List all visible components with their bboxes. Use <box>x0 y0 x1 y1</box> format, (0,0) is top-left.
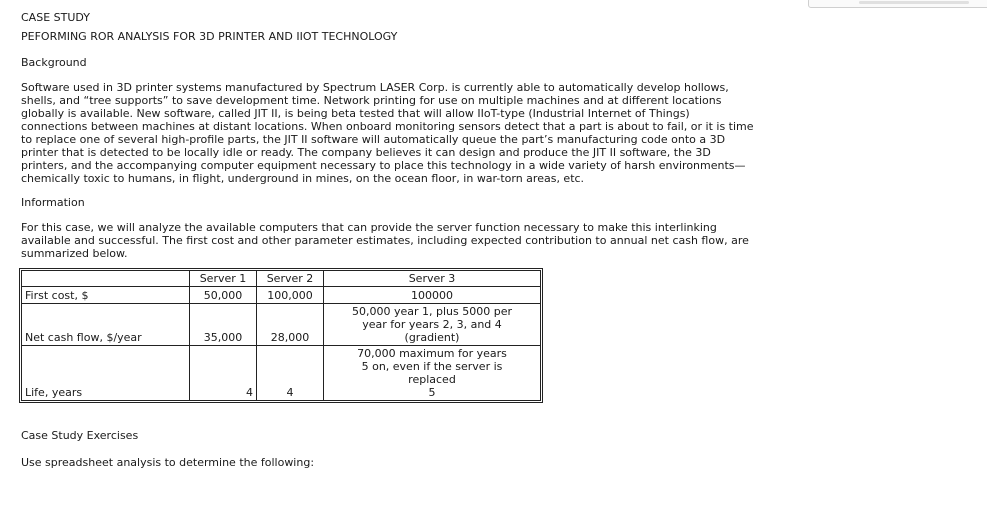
header-server-3: Server 3 <box>324 271 541 287</box>
first-cost-server-1: 50,000 <box>190 287 257 304</box>
life-server-3-line-1: 70,000 maximum for years <box>357 347 507 360</box>
top-right-widget <box>808 0 987 8</box>
top-right-widget-bar <box>859 1 969 4</box>
background-paragraph: Software used in 3D printer systems manufactured by Spectrum LASER Corp. is currently able to automatically develop hollows, shells, and “tree supports” to save development time. Network printing for use on multiple machines and at different locations globally is available. New software, called JIT II, is being beta tested that will allow IIoT-type (Industrial Internet of Things) connections between machines at distant locations. When onboard monitoring sensors detect that a part is about to fail, or it is time to replace one of several high-profile parts, the JIT II software will automatically queue the part’s manufacturing code onto a 3D printer that is detected to be locally idle or ready. The company believes it can design and produce the JIT II software, the 3D printers, and the accompanying computer equipment necessary to place this technology in a wide variety of harsh environments—chemically toxic to humans, in flight, underground in mines, on the ocean floor, in war-torn areas, etc. <box>21 81 754 185</box>
net-cash-flow-server-3-line-1: 50,000 year 1, plus 5000 per <box>351 305 512 318</box>
first-cost-label: First cost, $ <box>22 287 190 304</box>
exercises-heading: Case Study Exercises <box>21 429 139 442</box>
spreadsheet-instruction: Use spreadsheet analysis to determine the following: <box>21 456 315 469</box>
table-row-life <box>22 346 541 401</box>
document-body <box>21 11 756 469</box>
net-cash-flow-server-3-line-2: year for years 2, 3, and 4 <box>362 318 502 331</box>
information-heading: Information <box>21 196 85 209</box>
net-cash-flow-server-2: 28,000 <box>257 304 324 346</box>
information-paragraph: For this case, we will analyze the available computers that can provide the server function necessary to make this interlinking available and successful. The first cost and other parameter estimates, including expected contribution to annual net cash flow, are summarized below. <box>21 221 749 260</box>
server-comparison-table <box>21 270 541 401</box>
first-cost-server-2: 100,000 <box>257 287 324 304</box>
first-cost-server-3: 100000 <box>324 287 541 304</box>
table-row-net-cash-flow <box>22 304 541 346</box>
life-server-2: 4 <box>257 346 324 401</box>
net-cash-flow-server-3 <box>324 304 541 346</box>
table-row-first-cost <box>22 287 541 304</box>
life-server-3-line-3: replaced <box>408 373 456 386</box>
header-server-2: Server 2 <box>257 271 324 287</box>
life-server-3 <box>324 346 541 401</box>
life-server-3-line-2: 5 on, even if the server is <box>361 360 503 373</box>
life-server-3-value: 5 <box>428 386 436 399</box>
life-server-1: 4 <box>190 346 257 401</box>
case-study-label: CASE STUDY <box>21 11 90 24</box>
table-header-row <box>22 271 541 287</box>
header-blank-cell <box>22 271 190 287</box>
net-cash-flow-label: Net cash flow, $/year <box>22 304 190 346</box>
header-server-1: Server 1 <box>190 271 257 287</box>
net-cash-flow-server-1: 35,000 <box>190 304 257 346</box>
case-study-title: PEFORMING ROR ANALYSIS FOR 3D PRINTER AND IIOT TECHNOLOGY <box>21 30 398 43</box>
background-heading: Background <box>21 56 87 69</box>
net-cash-flow-server-3-line-3: (gradient) <box>404 331 460 344</box>
life-label: Life, years <box>22 346 190 401</box>
